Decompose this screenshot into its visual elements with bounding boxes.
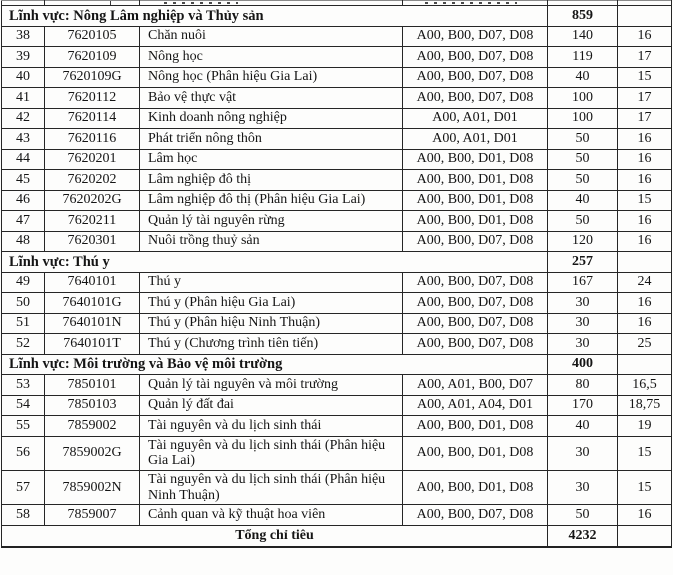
section-quota-cell: 859 — [548, 6, 618, 27]
row-number-cell: 54 — [2, 395, 45, 416]
major-row — [2, 375, 672, 396]
quota-cell: 40 — [548, 190, 618, 211]
row-number-cell: 50 — [2, 293, 45, 314]
major-row — [2, 231, 672, 252]
score-cell: 16 — [618, 129, 672, 150]
row-number-cell: 40 — [2, 67, 45, 88]
major-name-cell: Nông học (Phân hiệu Gia Lai) — [140, 67, 403, 88]
subject-combos-cell: A00, B00, D07, D08 — [403, 88, 548, 109]
major-row — [2, 108, 672, 129]
score-cell: 16 — [618, 211, 672, 232]
score-cell: 17 — [618, 47, 672, 68]
total-value-cell: 4232 — [548, 525, 618, 547]
section-header-row — [2, 252, 672, 273]
section-header-row — [2, 6, 672, 27]
major-row — [2, 334, 672, 355]
section-score-cell — [618, 6, 672, 27]
score-cell: 16 — [618, 505, 672, 526]
quota-cell: 40 — [548, 416, 618, 437]
score-cell: 15 — [618, 190, 672, 211]
major-name-cell: Phát triển nông thôn — [140, 129, 403, 150]
subject-combos-cell: A00, B00, D07, D08 — [403, 272, 548, 293]
major-code-cell: 7859002N — [45, 470, 140, 504]
major-row — [2, 211, 672, 232]
clipped-text-remnant — [164, 2, 238, 4]
major-row — [2, 67, 672, 88]
section-title-cell: Lĩnh vực: Nông Lâm nghiệp và Thủy sản — [2, 6, 548, 27]
score-cell: 16 — [618, 313, 672, 334]
major-code-cell: 7859002 — [45, 416, 140, 437]
subject-combos-cell: A00, B00, D07, D08 — [403, 67, 548, 88]
subject-combos-cell: A00, B00, D01, D08 — [403, 436, 548, 470]
row-number-cell: 49 — [2, 272, 45, 293]
score-cell: 25 — [618, 334, 672, 355]
major-code-cell: 7620114 — [45, 108, 140, 129]
major-name-cell: Chăn nuôi — [140, 26, 403, 47]
score-cell: 15 — [618, 436, 672, 470]
major-row — [2, 293, 672, 314]
major-code-cell: 7850101 — [45, 375, 140, 396]
row-number-cell: 52 — [2, 334, 45, 355]
major-name-cell: Cảnh quan và kỹ thuật hoa viên — [140, 505, 403, 526]
quota-cell: 50 — [548, 149, 618, 170]
major-code-cell: 7859002G — [45, 436, 140, 470]
subject-combos-cell: A00, A01, B00, D07 — [403, 375, 548, 396]
major-row — [2, 313, 672, 334]
section-title-cell: Lĩnh vực: Môi trường và Bảo vệ môi trường — [2, 354, 548, 375]
score-cell: 24 — [618, 272, 672, 293]
major-row — [2, 416, 672, 437]
major-name-cell: Bảo vệ thực vật — [140, 88, 403, 109]
major-name-cell: Lâm học — [140, 149, 403, 170]
row-number-cell: 44 — [2, 149, 45, 170]
major-code-cell: 7620211 — [45, 211, 140, 232]
major-row — [2, 272, 672, 293]
quota-cell: 119 — [548, 47, 618, 68]
section-score-cell — [618, 252, 672, 273]
section-header-row — [2, 354, 672, 375]
row-number-cell: 46 — [2, 190, 45, 211]
row-number-cell: 42 — [2, 108, 45, 129]
major-name-cell: Tài nguyên và du lịch sinh thái — [140, 416, 403, 437]
major-name-cell: Thú y — [140, 272, 403, 293]
clipped-row-number-cell — [2, 1, 45, 6]
row-number-cell: 56 — [2, 436, 45, 470]
major-code-cell: 7620202G — [45, 190, 140, 211]
subject-combos-cell: A00, A01, D01 — [403, 129, 548, 150]
major-name-cell: Lâm nghiệp đô thị — [140, 170, 403, 191]
major-name-cell: Quản lý đất đai — [140, 395, 403, 416]
total-score-cell — [618, 525, 672, 547]
section-title-cell: Lĩnh vực: Thú y — [2, 252, 548, 273]
subject-combos-cell: A00, B00, D01, D08 — [403, 170, 548, 191]
score-cell: 16 — [618, 26, 672, 47]
major-name-cell: Kinh doanh nông nghiệp — [140, 108, 403, 129]
major-code-cell: 7640101T — [45, 334, 140, 355]
quota-cell: 30 — [548, 436, 618, 470]
major-name-cell: Lâm nghiệp đô thị (Phân hiệu Gia Lai) — [140, 190, 403, 211]
subject-combos-cell: A00, B00, D07, D08 — [403, 47, 548, 68]
quota-cell: 30 — [548, 334, 618, 355]
quota-cell: 50 — [548, 129, 618, 150]
major-code-cell: 7620109 — [45, 47, 140, 68]
major-row — [2, 129, 672, 150]
quota-cell: 100 — [548, 88, 618, 109]
subject-combos-cell: A00, A01, A04, D01 — [403, 395, 548, 416]
major-row — [2, 149, 672, 170]
major-code-cell: 7620201 — [45, 149, 140, 170]
major-code-cell: 7850103 — [45, 395, 140, 416]
row-number-cell: 43 — [2, 129, 45, 150]
major-code-cell: 7620105 — [45, 26, 140, 47]
quota-cell: 170 — [548, 395, 618, 416]
quota-cell: 40 — [548, 67, 618, 88]
major-row — [2, 505, 672, 526]
section-quota-cell: 400 — [548, 354, 618, 375]
score-cell: 18,75 — [618, 395, 672, 416]
major-row — [2, 26, 672, 47]
row-number-cell: 51 — [2, 313, 45, 334]
quota-cell: 167 — [548, 272, 618, 293]
major-name-cell: Quản lý tài nguyên và môi trường — [140, 375, 403, 396]
subject-combos-cell: A00, B00, D07, D08 — [403, 313, 548, 334]
score-cell: 17 — [618, 108, 672, 129]
row-number-cell: 47 — [2, 211, 45, 232]
subject-combos-cell: A00, B00, D01, D08 — [403, 190, 548, 211]
score-cell: 15 — [618, 470, 672, 504]
quota-cell: 30 — [548, 470, 618, 504]
major-code-cell: 7620116 — [45, 129, 140, 150]
quota-cell: 50 — [548, 211, 618, 232]
row-number-cell: 39 — [2, 47, 45, 68]
subject-combos-cell: A00, B00, D07, D08 — [403, 505, 548, 526]
subject-combos-cell: A00, B00, D01, D08 — [403, 149, 548, 170]
subject-combos-cell: A00, B00, D07, D08 — [403, 26, 548, 47]
score-cell: 17 — [618, 88, 672, 109]
major-row — [2, 395, 672, 416]
major-code-cell: 7859007 — [45, 505, 140, 526]
row-number-cell: 58 — [2, 505, 45, 526]
major-code-cell: 7640101G — [45, 293, 140, 314]
quota-cell: 50 — [548, 505, 618, 526]
clipped-score-cell — [618, 1, 672, 6]
clipped-combos-cell — [403, 1, 548, 6]
quota-cell: 30 — [548, 313, 618, 334]
row-number-cell: 57 — [2, 470, 45, 504]
subject-combos-cell: A00, B00, D01, D08 — [403, 416, 548, 437]
major-name-cell: Quản lý tài nguyên rừng — [140, 211, 403, 232]
major-row — [2, 190, 672, 211]
row-number-cell: 38 — [2, 26, 45, 47]
quota-cell: 80 — [548, 375, 618, 396]
major-name-cell: Nuôi trồng thuỷ sản — [140, 231, 403, 252]
major-code-cell: 7620112 — [45, 88, 140, 109]
subject-combos-cell: A00, B00, D07, D08 — [403, 293, 548, 314]
quota-cell: 50 — [548, 170, 618, 191]
section-score-cell — [618, 354, 672, 375]
major-name-cell: Thú y (Chương trình tiên tiến) — [140, 334, 403, 355]
major-code-cell: 7620109G — [45, 67, 140, 88]
major-code-cell: 7620202 — [45, 170, 140, 191]
major-name-cell: Thú y (Phân hiệu Gia Lai) — [140, 293, 403, 314]
clipped-border-stub — [110, 1, 111, 5]
subject-combos-cell: A00, B00, D07, D08 — [403, 334, 548, 355]
major-row — [2, 436, 672, 470]
score-cell: 16 — [618, 293, 672, 314]
quota-cell: 120 — [548, 231, 618, 252]
major-name-cell: Thú y (Phân hiệu Ninh Thuận) — [140, 313, 403, 334]
clipped-text-remnant — [425, 2, 517, 4]
row-number-cell: 41 — [2, 88, 45, 109]
row-number-cell: 55 — [2, 416, 45, 437]
clipped-quota-cell — [548, 1, 618, 6]
major-row — [2, 470, 672, 504]
table-body — [2, 1, 672, 548]
score-cell: 15 — [618, 67, 672, 88]
major-row — [2, 47, 672, 68]
section-quota-cell: 257 — [548, 252, 618, 273]
admission-quota-table — [1, 0, 672, 548]
row-number-cell: 53 — [2, 375, 45, 396]
score-cell: 16,5 — [618, 375, 672, 396]
subject-combos-cell: A00, B00, D01, D08 — [403, 211, 548, 232]
subject-combos-cell: A00, B00, D07, D08 — [403, 231, 548, 252]
score-cell: 16 — [618, 170, 672, 191]
score-cell: 16 — [618, 231, 672, 252]
row-number-cell: 48 — [2, 231, 45, 252]
major-name-cell: Tài nguyên và du lịch sinh thái (Phân hiệu Ninh Thuận) — [140, 470, 403, 504]
total-label-cell: Tổng chỉ tiêu — [2, 525, 548, 547]
major-row — [2, 88, 672, 109]
score-cell: 19 — [618, 416, 672, 437]
quota-cell: 30 — [548, 293, 618, 314]
score-cell: 16 — [618, 149, 672, 170]
clipped-previous-row — [2, 1, 672, 6]
major-name-cell: Tài nguyên và du lịch sinh thái (Phân hiệu Gia Lai) — [140, 436, 403, 470]
major-code-cell: 7620301 — [45, 231, 140, 252]
subject-combos-cell: A00, B00, D01, D08 — [403, 470, 548, 504]
quota-cell: 100 — [548, 108, 618, 129]
total-row — [2, 525, 672, 547]
quota-cell: 140 — [548, 26, 618, 47]
major-code-cell: 7640101 — [45, 272, 140, 293]
subject-combos-cell: A00, A01, D01 — [403, 108, 548, 129]
clipped-name-cell — [140, 1, 403, 6]
row-number-cell: 45 — [2, 170, 45, 191]
major-name-cell: Nông học — [140, 47, 403, 68]
major-row — [2, 170, 672, 191]
clipped-code-cell — [45, 1, 140, 6]
major-code-cell: 7640101N — [45, 313, 140, 334]
